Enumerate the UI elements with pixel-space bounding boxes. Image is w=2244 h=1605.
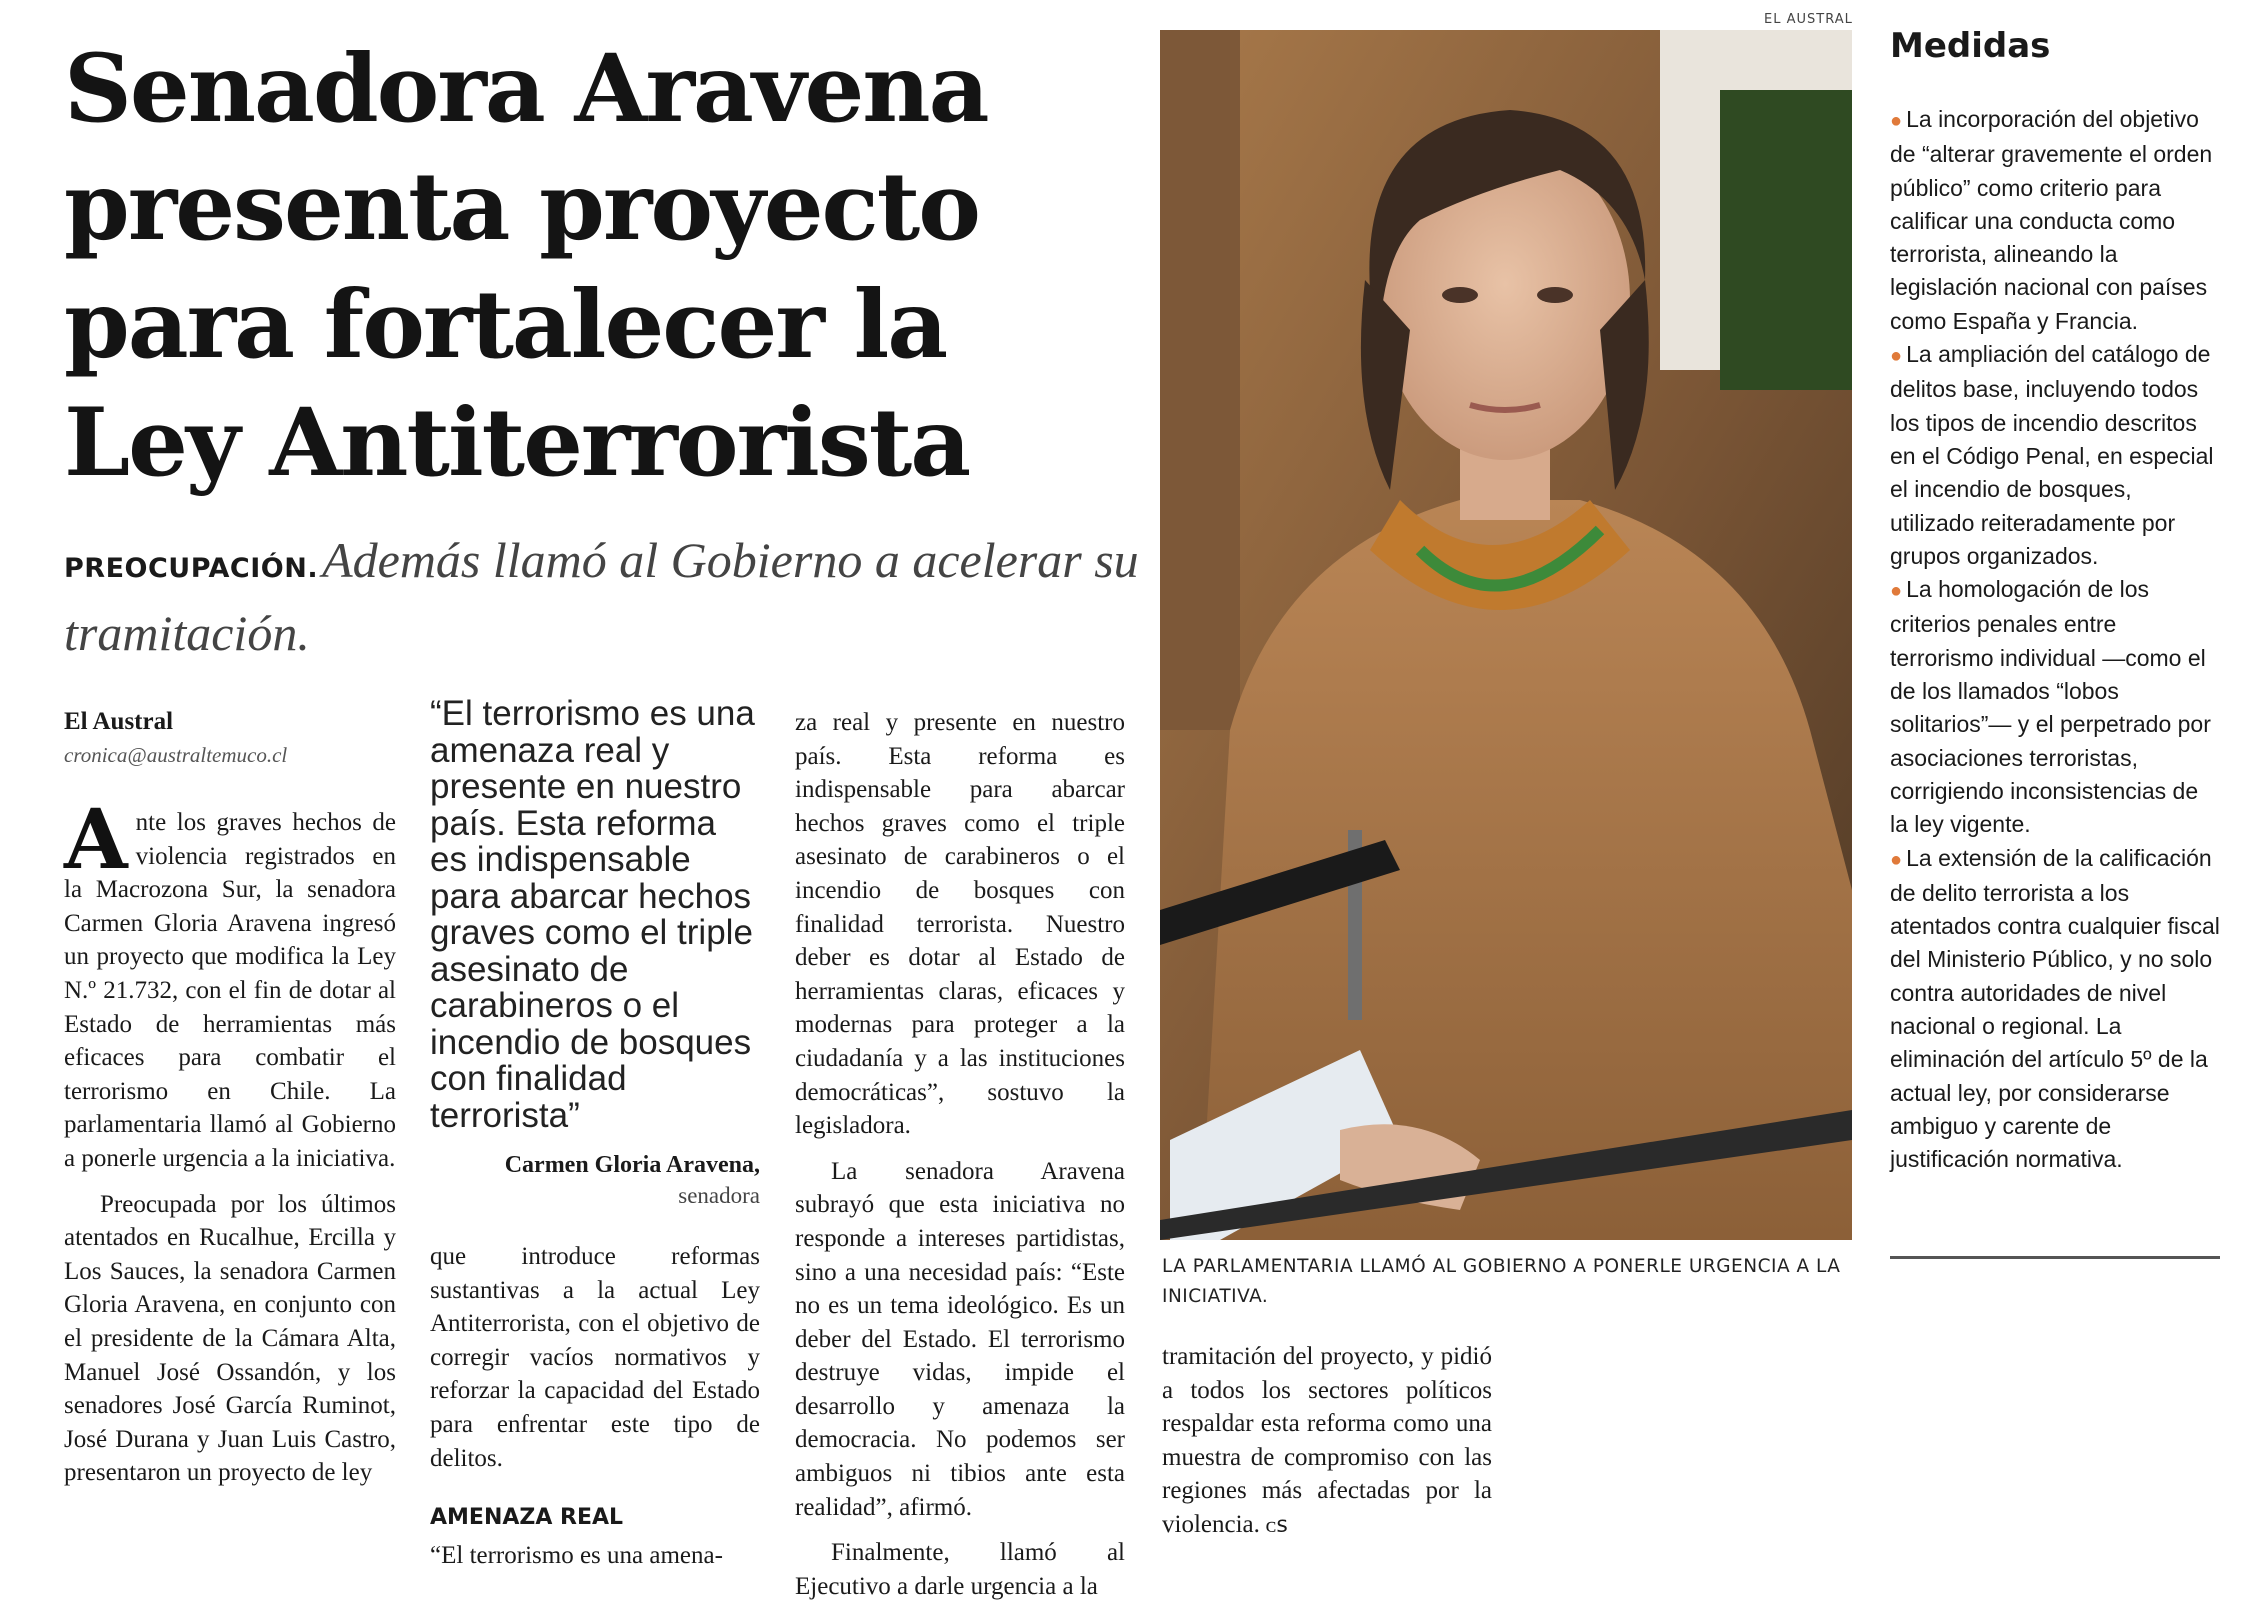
pull-quote-box bbox=[430, 696, 760, 1209]
bullet-icon: ● bbox=[1890, 580, 1903, 603]
headline-line: Ley Antiterrorista bbox=[64, 388, 970, 498]
list-item-text: La extensión de la calificación de delito terrorista a los atentados contra cualquier fiscal del Ministerio Público, y no solo contra autoridades de nivel nacional o regional. La eliminación del artículo 5º de la actual ley, por considerarse ambiguo y carente de justificación normativa. bbox=[1890, 844, 2220, 1173]
photo-caption: LA PARLAMENTARIA LLAMÓ AL GOBIERNO A PONERLE URGENCIA A LA INICIATIVA. bbox=[1162, 1256, 1841, 1307]
byline-name: El Austral bbox=[64, 708, 174, 735]
headline-line: presenta proyecto bbox=[64, 152, 979, 262]
body-paragraph bbox=[1162, 1340, 1492, 1542]
body-paragraph: que introduce reformas sustantivas a la actual Ley Antiterrorista, con el objetivo de corregir vacíos normativos y reforzar la capacidad del Estado para enfrentar este tipo de delitos. bbox=[430, 1243, 760, 1472]
pull-quote-author: Carmen Gloria Aravena, bbox=[504, 1152, 760, 1178]
list-item bbox=[1890, 842, 2220, 1177]
deck-kicker: PREOCUPACIÓN. bbox=[64, 553, 319, 584]
list-item-text: La ampliación del catálogo de delitos base, incluyendo todos los tipos de incendio descritos en el Código Penal, en especial el incendio de bosques, utilizado reiteradamente por grupos organizados. bbox=[1890, 341, 2214, 569]
list-item-text: La homologación de los criterios penales entre terrorismo individual —como el de los llamados “lobos solitarios”— y el perpetrado por asociaciones terroristas, corrigiendo inconsistencias de la ley vigente. bbox=[1890, 576, 2211, 838]
senator-photo bbox=[1160, 30, 1852, 1240]
photo-credit: EL AUSTRAL bbox=[1764, 12, 1853, 27]
section-subhead: AMENAZA REAL bbox=[430, 1505, 624, 1531]
body-column-4 bbox=[1162, 1340, 1492, 1542]
body-paragraph: Finalmente, llamó al Ejecutivo a darle urgencia a la bbox=[795, 1539, 1125, 1600]
body-column-3 bbox=[795, 706, 1125, 1603]
headline-line: Senadora Aravena bbox=[64, 34, 988, 144]
body-paragraph: Preocupada por los últimos atentados en Rucalhue, Ercilla y Los Sauces, la senadora Carmen Gloria Aravena, en conjunto con el presidente de la Cámara Alta, Manuel José Ossandón, y los senadores José García Ruminot, José Durana y Juan Luis Castro, presentaron un proyecto de ley bbox=[64, 1190, 396, 1487]
body-column-1 bbox=[64, 792, 396, 1490]
pull-quote: “El terrorismo es una amenaza real y presente en nuestro país. Esta reforma es indispensable para abarcar hechos graves como el triple asesinato de carabineros o el incendio de bosques con finalidad terrorista” bbox=[430, 694, 755, 1135]
deck-text: Además llamó al Gobierno a acelerar su tramitación. bbox=[64, 532, 1139, 661]
sidebar-list bbox=[1890, 103, 2220, 1177]
body-text: tramitación del proyecto, y pidió a todos los sectores políticos respaldar esta reforma como una muestra de compromiso con las regiones más afectadas por la violencia. bbox=[1162, 1343, 1492, 1538]
body-paragraph: za real y presente en nuestro país. Esta reforma es indispensable para abarcar hechos graves como el triple asesinato de carabineros o el incendio de bosques con finalidad terrorista. Nuestro deber es dotar al Estado de herramientas claras, eficaces y modernas para proteger a la ciudadanía y a las instituciones democráticas”, sostuvo la legisladora. bbox=[795, 709, 1125, 1140]
sidebar-title: Medidas bbox=[1890, 26, 2051, 66]
end-mark: ᴄꜱ bbox=[1265, 1511, 1288, 1537]
pull-quote-role: senadora bbox=[678, 1183, 760, 1208]
body-paragraph: “El terrorismo es una amena- bbox=[430, 1541, 723, 1569]
bullet-icon: ● bbox=[1890, 110, 1903, 132]
bullet-icon: ● bbox=[1890, 345, 1903, 368]
headline bbox=[64, 30, 1124, 502]
list-item bbox=[1890, 338, 2220, 573]
list-item bbox=[1890, 103, 2220, 338]
list-item-text: La incorporación del objetivo de “alterar gravemente el orden público” como criterio para calificar una conducta como terrorista, alineando la legislación nacional con países como España y Francia. bbox=[1890, 106, 2213, 334]
byline-email[interactable]: cronica@australtemuco.cl bbox=[64, 743, 288, 767]
body-column-2 bbox=[430, 1240, 760, 1572]
list-item bbox=[1890, 573, 2220, 841]
body-paragraph: Ante los graves hechos de violencia registrados en la Macrozona Sur, la senadora Carmen Gloria Aravena ingresó un proyecto que modifica la Ley N.º 21.732, con el fin de dotar al Estado de herramientas más eficaces para combatir el terrorismo en Chile. La parlamentaria llamó al Gobierno a ponerle urgencia a la iniciativa. bbox=[64, 792, 396, 1172]
bullet-icon: ● bbox=[1890, 848, 1903, 871]
sidebar-divider bbox=[1890, 1256, 2220, 1259]
deck bbox=[64, 530, 1154, 676]
headline-line: para fortalecer la bbox=[64, 270, 947, 380]
body-paragraph: La senadora Aravena subrayó que esta iniciativa no responde a intereses partidistas, sino a una necesidad país: “Este no es un tema ideológico. Es un deber del Estado. El terrorismo destruye vidas, impide el desarrollo y amenaza la democracia. No podemos ser ambiguos ni tibios ante esta realidad”, afirmó. bbox=[795, 1157, 1125, 1521]
